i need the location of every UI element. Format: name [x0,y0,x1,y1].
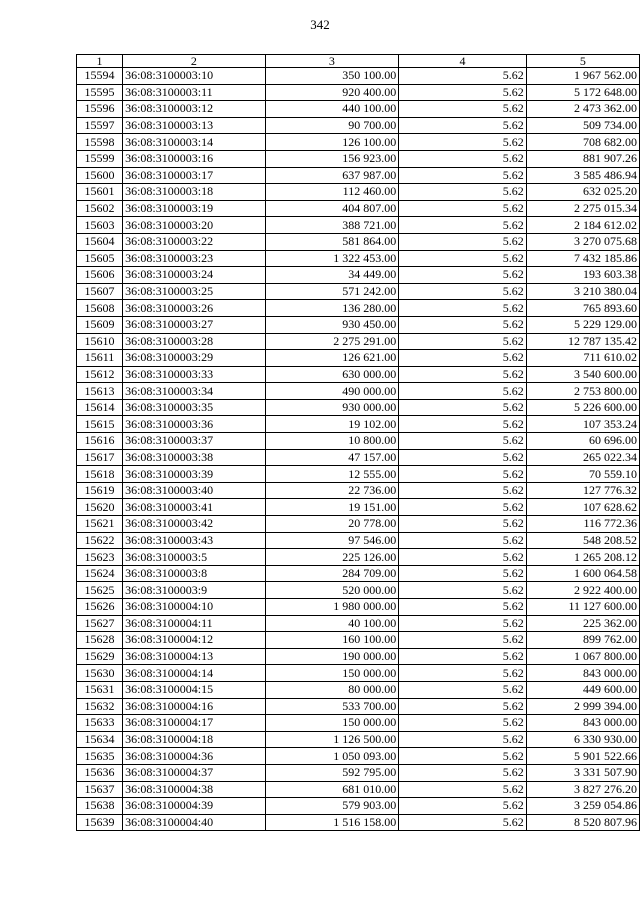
page-number: 342 [310,17,330,32]
cadastral-number-cell: 36:08:3100003:35 [123,399,265,416]
cadastral-number-cell: 36:08:3100003:18 [123,184,265,201]
row-number-cell: 15600 [77,167,123,184]
value-cell: 7 432 185.86 [526,250,639,267]
rate-cell: 5.62 [399,366,527,383]
value-cell: 2 473 362.00 [526,101,639,118]
cadastral-number-cell: 36:08:3100003:37 [123,433,265,450]
rate-cell: 5.62 [399,267,527,284]
value-cell: 2 275 015.34 [526,200,639,217]
cadastral-number-cell: 36:08:3100003:8 [123,565,265,582]
rate-cell: 5.62 [399,283,527,300]
value-cell: 2 184 612.02 [526,217,639,234]
rate-cell: 5.62 [399,698,527,715]
rate-cell: 5.62 [399,615,527,632]
cadastral-number-cell: 36:08:3100004:38 [123,781,265,798]
column-header-1: 1 [77,55,123,68]
value-cell: 5 229 129.00 [526,316,639,333]
area-cell: 2 275 291.00 [265,333,399,350]
area-cell: 350 100.00 [265,68,399,85]
row-number-cell: 15638 [77,798,123,815]
row-number-cell: 15615 [77,416,123,433]
area-cell: 388 721.00 [265,217,399,234]
row-number-cell: 15604 [77,233,123,250]
cadastral-number-cell: 36:08:3100003:12 [123,101,265,118]
table-row [77,84,640,101]
rate-cell: 5.62 [399,599,527,616]
table-row [77,200,640,217]
area-cell: 126 621.00 [265,350,399,367]
value-cell: 3 585 486.94 [526,167,639,184]
table-row [77,648,640,665]
rate-cell: 5.62 [399,300,527,317]
cadastral-number-cell: 36:08:3100003:20 [123,217,265,234]
cadastral-number-cell: 36:08:3100003:9 [123,582,265,599]
cadastral-number-cell: 36:08:3100004:12 [123,632,265,649]
row-number-cell: 15622 [77,532,123,549]
table-row [77,615,640,632]
rate-cell: 5.62 [399,632,527,649]
table-row [77,599,640,616]
rate-cell: 5.62 [399,482,527,499]
row-number-cell: 15633 [77,715,123,732]
area-cell: 160 100.00 [265,632,399,649]
value-cell: 2 999 394.00 [526,698,639,715]
table-row [77,532,640,549]
rate-cell: 5.62 [399,101,527,118]
table-row [77,300,640,317]
row-number-cell: 15616 [77,433,123,450]
table-row [77,466,640,483]
table-row [77,681,640,698]
table-row [77,101,640,118]
cadastral-number-cell: 36:08:3100003:43 [123,532,265,549]
value-cell: 70 559.10 [526,466,639,483]
rate-cell: 5.62 [399,582,527,599]
table-row [77,499,640,516]
column-header-2: 2 [123,55,265,68]
table-row [77,516,640,533]
value-cell: 2 922 400.00 [526,582,639,599]
row-number-cell: 15635 [77,748,123,765]
area-cell: 136 280.00 [265,300,399,317]
row-number-cell: 15607 [77,283,123,300]
value-cell: 1 967 562.00 [526,68,639,85]
row-number-cell: 15606 [77,267,123,284]
value-cell: 11 127 600.00 [526,599,639,616]
value-cell: 1 600 064.58 [526,565,639,582]
area-cell: 97 546.00 [265,532,399,549]
table-row [77,68,640,85]
value-cell: 1 265 208.12 [526,549,639,566]
value-cell: 509 734.00 [526,117,639,134]
area-cell: 637 987.00 [265,167,399,184]
area-cell: 1 322 453.00 [265,250,399,267]
row-number-cell: 15597 [77,117,123,134]
area-cell: 930 000.00 [265,399,399,416]
value-cell: 5 901 522.66 [526,748,639,765]
value-cell: 708 682.00 [526,134,639,151]
area-cell: 34 449.00 [265,267,399,284]
rate-cell: 5.62 [399,167,527,184]
rate-cell: 5.62 [399,316,527,333]
table-header-row [77,55,640,68]
cadastral-number-cell: 36:08:3100004:14 [123,665,265,682]
row-number-cell: 15598 [77,134,123,151]
rate-cell: 5.62 [399,516,527,533]
table-row [77,134,640,151]
value-cell: 3 827 276.20 [526,781,639,798]
area-cell: 190 000.00 [265,648,399,665]
rate-cell: 5.62 [399,250,527,267]
area-cell: 1 050 093.00 [265,748,399,765]
value-cell: 5 226 600.00 [526,399,639,416]
rate-cell: 5.62 [399,233,527,250]
area-cell: 90 700.00 [265,117,399,134]
rate-cell: 5.62 [399,798,527,815]
value-cell: 843 000.00 [526,665,639,682]
rate-cell: 5.62 [399,715,527,732]
row-number-cell: 15630 [77,665,123,682]
cadastral-number-cell: 36:08:3100003:38 [123,449,265,466]
cadastral-number-cell: 36:08:3100003:14 [123,134,265,151]
value-cell: 107 353.24 [526,416,639,433]
cadastral-number-cell: 36:08:3100004:15 [123,681,265,698]
row-number-cell: 15601 [77,184,123,201]
row-number-cell: 15626 [77,599,123,616]
area-cell: 20 778.00 [265,516,399,533]
row-number-cell: 15625 [77,582,123,599]
value-cell: 843 000.00 [526,715,639,732]
value-cell: 193 603.38 [526,267,639,284]
table-row [77,748,640,765]
cadastral-number-cell: 36:08:3100003:29 [123,350,265,367]
cadastral-number-cell: 36:08:3100003:5 [123,549,265,566]
value-cell: 60 696.00 [526,433,639,450]
cadastral-number-cell: 36:08:3100004:10 [123,599,265,616]
table-row [77,433,640,450]
row-number-cell: 15636 [77,764,123,781]
row-number-cell: 15620 [77,499,123,516]
row-number-cell: 15614 [77,399,123,416]
rate-cell: 5.62 [399,150,527,167]
table-row [77,383,640,400]
rate-cell: 5.62 [399,134,527,151]
value-cell: 12 787 135.42 [526,333,639,350]
row-number-cell: 15610 [77,333,123,350]
rate-cell: 5.62 [399,499,527,516]
column-header-4: 4 [399,55,527,68]
area-cell: 920 400.00 [265,84,399,101]
row-number-cell: 15624 [77,565,123,582]
rate-cell: 5.62 [399,681,527,698]
row-number-cell: 15631 [77,681,123,698]
row-number-cell: 15639 [77,814,123,831]
row-number-cell: 15595 [77,84,123,101]
value-cell: 899 762.00 [526,632,639,649]
area-cell: 520 000.00 [265,582,399,599]
table-row [77,283,640,300]
area-cell: 404 807.00 [265,200,399,217]
cadastral-number-cell: 36:08:3100003:13 [123,117,265,134]
value-cell: 5 172 648.00 [526,84,639,101]
row-number-cell: 15632 [77,698,123,715]
cadastral-number-cell: 36:08:3100003:42 [123,516,265,533]
value-cell: 1 067 800.00 [526,648,639,665]
rate-cell: 5.62 [399,781,527,798]
area-cell: 19 151.00 [265,499,399,516]
table-row [77,565,640,582]
area-cell: 10 800.00 [265,433,399,450]
value-cell: 881 907.26 [526,150,639,167]
value-cell: 632 025.20 [526,184,639,201]
rate-cell: 5.62 [399,416,527,433]
table-row [77,665,640,682]
table-row [77,416,640,433]
row-number-cell: 15637 [77,781,123,798]
area-cell: 80 000.00 [265,681,399,698]
row-number-cell: 15618 [77,466,123,483]
area-cell: 112 460.00 [265,184,399,201]
rate-cell: 5.62 [399,466,527,483]
row-number-cell: 15599 [77,150,123,167]
table-row [77,814,640,831]
table-row [77,399,640,416]
area-cell: 440 100.00 [265,101,399,118]
rate-cell: 5.62 [399,648,527,665]
value-cell: 8 520 807.96 [526,814,639,831]
row-number-cell: 15613 [77,383,123,400]
cadastral-number-cell: 36:08:3100004:13 [123,648,265,665]
value-cell: 765 893.60 [526,300,639,317]
value-cell: 3 259 054.86 [526,798,639,815]
table-row [77,250,640,267]
area-cell: 930 450.00 [265,316,399,333]
value-cell: 116 772.36 [526,516,639,533]
cadastral-number-cell: 36:08:3100003:22 [123,233,265,250]
area-cell: 592 795.00 [265,764,399,781]
cadastral-number-cell: 36:08:3100004:37 [123,764,265,781]
area-cell: 284 709.00 [265,565,399,582]
value-cell: 265 022.34 [526,449,639,466]
row-number-cell: 15602 [77,200,123,217]
cadastral-number-cell: 36:08:3100003:39 [123,466,265,483]
row-number-cell: 15608 [77,300,123,317]
value-cell: 3 331 507.90 [526,764,639,781]
cadastral-number-cell: 36:08:3100003:36 [123,416,265,433]
rate-cell: 5.62 [399,814,527,831]
table-row [77,333,640,350]
area-cell: 1 516 158.00 [265,814,399,831]
table-row [77,449,640,466]
rate-cell: 5.62 [399,764,527,781]
value-cell: 225 362.00 [526,615,639,632]
row-number-cell: 15609 [77,316,123,333]
cadastral-number-cell: 36:08:3100003:28 [123,333,265,350]
table-row [77,731,640,748]
table-row [77,482,640,499]
row-number-cell: 15634 [77,731,123,748]
column-header-3: 3 [265,55,399,68]
row-number-cell: 15603 [77,217,123,234]
cadastral-number-cell: 36:08:3100003:11 [123,84,265,101]
rate-cell: 5.62 [399,184,527,201]
table-row [77,366,640,383]
value-cell: 449 600.00 [526,681,639,698]
area-cell: 581 864.00 [265,233,399,250]
rate-cell: 5.62 [399,399,527,416]
area-cell: 225 126.00 [265,549,399,566]
row-number-cell: 15623 [77,549,123,566]
row-number-cell: 15612 [77,366,123,383]
cadastral-number-cell: 36:08:3100003:41 [123,499,265,516]
cadastral-number-cell: 36:08:3100003:34 [123,383,265,400]
area-cell: 40 100.00 [265,615,399,632]
area-cell: 47 157.00 [265,449,399,466]
value-cell: 711 610.02 [526,350,639,367]
rate-cell: 5.62 [399,449,527,466]
table-row [77,549,640,566]
row-number-cell: 15628 [77,632,123,649]
cadastral-number-cell: 36:08:3100003:16 [123,150,265,167]
row-number-cell: 15621 [77,516,123,533]
value-cell: 127 776.32 [526,482,639,499]
cadastral-number-cell: 36:08:3100004:18 [123,731,265,748]
rate-cell: 5.62 [399,433,527,450]
area-cell: 150 000.00 [265,665,399,682]
rate-cell: 5.62 [399,532,527,549]
area-cell: 1 980 000.00 [265,599,399,616]
area-cell: 1 126 500.00 [265,731,399,748]
cadastral-number-cell: 36:08:3100003:17 [123,167,265,184]
area-cell: 12 555.00 [265,466,399,483]
value-cell: 3 210 380.04 [526,283,639,300]
cadastral-number-cell: 36:08:3100003:27 [123,316,265,333]
row-number-cell: 15594 [77,68,123,85]
table-row [77,781,640,798]
cadastral-number-cell: 36:08:3100004:17 [123,715,265,732]
table-row [77,582,640,599]
area-cell: 150 000.00 [265,715,399,732]
rate-cell: 5.62 [399,565,527,582]
value-cell: 3 540 600.00 [526,366,639,383]
table-row [77,233,640,250]
row-number-cell: 15605 [77,250,123,267]
area-cell: 126 100.00 [265,134,399,151]
table-row [77,117,640,134]
rate-cell: 5.62 [399,200,527,217]
rate-cell: 5.62 [399,84,527,101]
table-row [77,698,640,715]
rate-cell: 5.62 [399,665,527,682]
rate-cell: 5.62 [399,383,527,400]
value-cell: 3 270 075.68 [526,233,639,250]
rate-cell: 5.62 [399,731,527,748]
cadastral-number-cell: 36:08:3100003:33 [123,366,265,383]
cadastral-value-table [76,54,640,831]
cadastral-number-cell: 36:08:3100003:40 [123,482,265,499]
cadastral-number-cell: 36:08:3100004:16 [123,698,265,715]
table-row [77,167,640,184]
rate-cell: 5.62 [399,333,527,350]
table-row [77,632,640,649]
row-number-cell: 15596 [77,101,123,118]
cadastral-number-cell: 36:08:3100004:36 [123,748,265,765]
cadastral-number-cell: 36:08:3100004:40 [123,814,265,831]
row-number-cell: 15619 [77,482,123,499]
cadastral-number-cell: 36:08:3100003:10 [123,68,265,85]
rate-cell: 5.62 [399,549,527,566]
rate-cell: 5.62 [399,748,527,765]
rate-cell: 5.62 [399,117,527,134]
value-cell: 2 753 800.00 [526,383,639,400]
value-cell: 548 208.52 [526,532,639,549]
area-cell: 681 010.00 [265,781,399,798]
column-header-5: 5 [526,55,639,68]
table-row [77,764,640,781]
value-cell: 6 330 930.00 [526,731,639,748]
cadastral-number-cell: 36:08:3100004:11 [123,615,265,632]
table-row [77,316,640,333]
area-cell: 490 000.00 [265,383,399,400]
table-row [77,350,640,367]
area-cell: 630 000.00 [265,366,399,383]
rate-cell: 5.62 [399,350,527,367]
area-cell: 571 242.00 [265,283,399,300]
row-number-cell: 15611 [77,350,123,367]
table-row [77,184,640,201]
rate-cell: 5.62 [399,68,527,85]
cadastral-number-cell: 36:08:3100003:23 [123,250,265,267]
table-row [77,715,640,732]
rate-cell: 5.62 [399,217,527,234]
area-cell: 579 903.00 [265,798,399,815]
cadastral-number-cell: 36:08:3100003:26 [123,300,265,317]
table-row [77,150,640,167]
value-cell: 107 628.62 [526,499,639,516]
cadastral-number-cell: 36:08:3100004:39 [123,798,265,815]
row-number-cell: 15617 [77,449,123,466]
cadastral-number-cell: 36:08:3100003:19 [123,200,265,217]
row-number-cell: 15627 [77,615,123,632]
table-row [77,267,640,284]
cadastral-number-cell: 36:08:3100003:25 [123,283,265,300]
area-cell: 156 923.00 [265,150,399,167]
table-row [77,798,640,815]
table-row [77,217,640,234]
area-cell: 19 102.00 [265,416,399,433]
area-cell: 533 700.00 [265,698,399,715]
row-number-cell: 15629 [77,648,123,665]
cadastral-number-cell: 36:08:3100003:24 [123,267,265,284]
area-cell: 22 736.00 [265,482,399,499]
